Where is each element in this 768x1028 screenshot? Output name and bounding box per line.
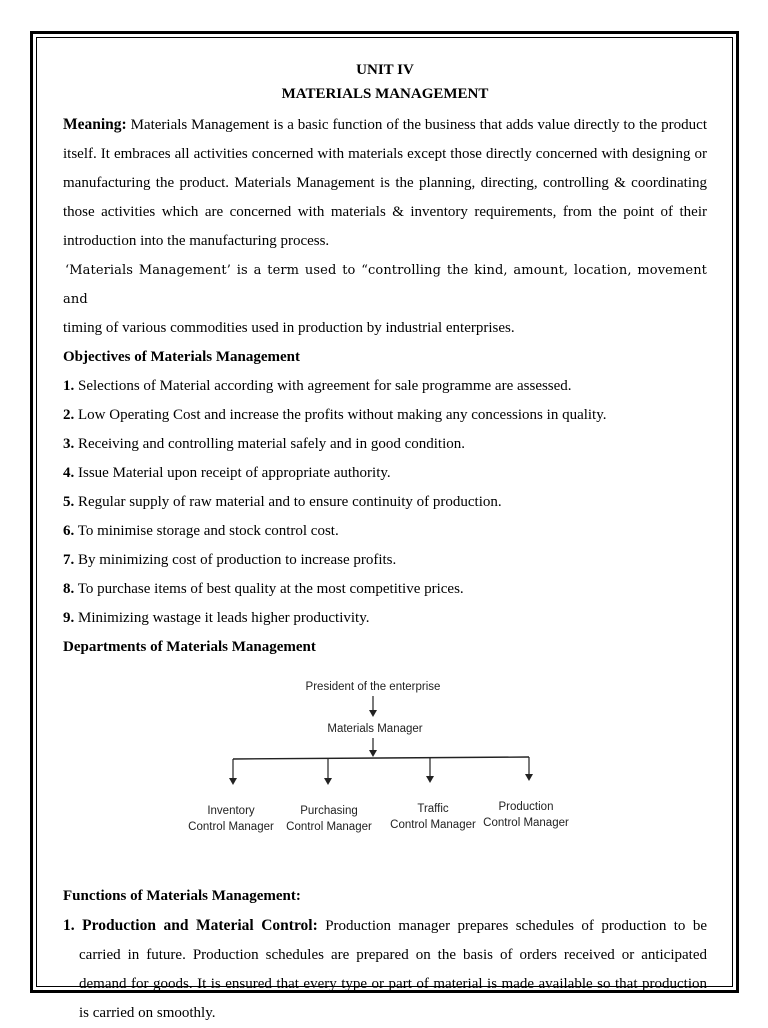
item-number: 7. [63,552,75,568]
arrow-down-icon [229,778,237,785]
page-title: MATERIALS MANAGEMENT [281,86,489,102]
org-node-inventory-line2: Control Manager [188,821,274,833]
meaning-text: Materials Management is a basic function of the business that adds value directly to the product itself. It embraces all activities concerned with materials except those directly concerned with designing or manufacturing the product. Materials Management is the planning, directing, controlling & coordinating those activities which are concerned with materials & inventory requirements, from the point of their introduction into the manufacturing process. [63,117,707,249]
document-body [63,58,707,1028]
meaning-label: Meaning: [63,116,127,133]
item-text: Regular supply of raw material and to ensure continuity of production. [78,494,502,510]
item-text: Low Operating Cost and increase the profits without making any concessions in quality. [78,407,607,423]
org-node-traffic-line2: Control Manager [390,819,476,831]
org-chart-svg [63,662,707,882]
item-text: To minimise storage and stock control cost. [77,523,339,539]
item-number: 2. [63,407,75,423]
org-node-inventory-line1: Inventory [207,805,255,817]
list-item [63,372,707,401]
list-item [63,517,707,546]
function-item-text: Production manager prepares schedules of production to be carried in future. Production schedules are prepared on the basis of orders received or anticipated demand for goods. It is ensured that every type or part of material is made available so that production is carried on smoothly. [79,918,707,1021]
item-text: Receiving and controlling material safely and in good condition. [78,436,465,452]
list-item [63,401,707,430]
arrow-down-icon [426,776,434,783]
objectives-heading: Objectives of Materials Management [63,349,301,365]
item-number: 3. [63,436,75,452]
org-chart [63,662,707,882]
item-text: Selections of Material according with agreement for sale programme are assessed. [78,378,572,394]
org-node-production-line2: Control Manager [483,817,569,829]
quote-paragraph [63,256,707,343]
item-number: 5. [63,494,75,510]
item-text: By minimizing cost of production to increase profits. [78,552,397,568]
org-node-purchasing-line2: Control Manager [286,821,372,833]
unit-title: UNIT IV [356,62,414,78]
item-number: 9. [63,610,75,626]
org-node-traffic-line1: Traffic [417,803,449,815]
meaning-paragraph [63,110,707,256]
org-node-production-line1: Production [498,801,554,813]
org-node-president: President of the enterprise [305,681,441,693]
arrow-down-icon [525,774,533,781]
quote-rest: timing of various commodities used in production by industrial enterprises. [63,320,515,336]
list-item [63,546,707,575]
objectives-list [63,372,707,633]
org-node-purchasing-line1: Purchasing [300,805,358,817]
quote-text: ‘Materials Management’ is a term used to “controlling the kind, amount, location, movement and [63,263,707,307]
list-item [63,575,707,604]
item-number: 4. [63,465,75,481]
list-item [63,430,707,459]
item-number: 1. [63,378,75,394]
list-item [63,604,707,633]
item-number: 8. [63,581,75,597]
functions-heading: Functions of Materials Management: [63,888,301,904]
item-text: Minimizing wastage it leads higher productivity. [78,610,370,626]
arrow-down-icon [369,710,377,717]
item-text: To purchase items of best quality at the most competitive prices. [77,581,464,597]
list-item [63,459,707,488]
list-item [63,488,707,517]
org-node-materials-manager: Materials Manager [327,723,423,735]
org-branch-line [233,757,529,759]
item-text: Issue Material upon receipt of appropriate authority. [78,465,391,481]
function-item [63,911,707,1028]
arrow-down-icon [324,778,332,785]
departments-heading: Departments of Materials Management [63,639,316,655]
arrow-down-icon [369,750,377,757]
item-number: 6. [63,523,75,539]
function-item-label: 1. Production and Material Control: [63,917,318,934]
